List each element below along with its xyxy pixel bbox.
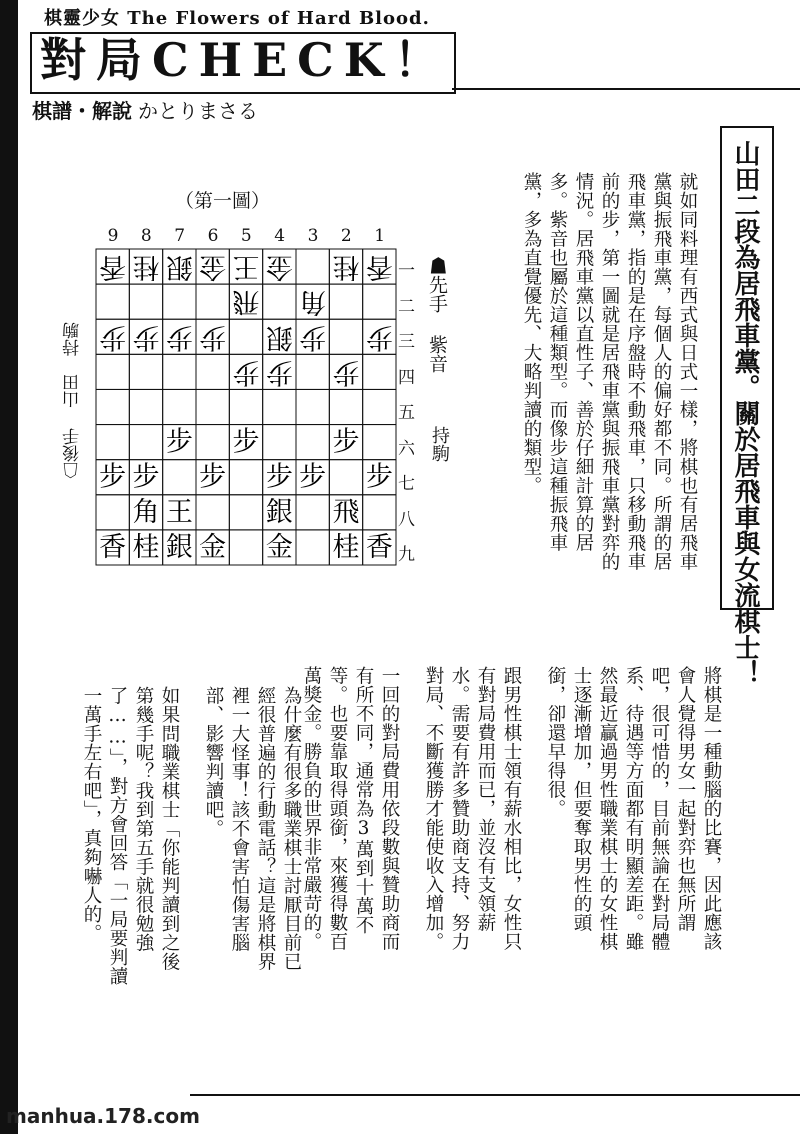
gote-piece: 步 (365, 321, 393, 353)
board-square (229, 319, 262, 354)
sente-piece: 步 (132, 461, 160, 493)
row-number: 六 (398, 438, 415, 459)
board-square (163, 354, 196, 389)
row-number: 五 (398, 403, 415, 423)
gote-piece: 桂 (132, 251, 160, 283)
board-square (363, 354, 396, 389)
row-number: 七 (398, 474, 415, 494)
sente-piece: 飛 (332, 496, 360, 528)
board-square (263, 425, 296, 460)
figure-label: （第一圖） (175, 190, 271, 212)
board-square (229, 530, 262, 565)
column-number: 9 (107, 226, 119, 246)
sente-piece: 王 (165, 496, 193, 528)
paragraph: 如果問職業棋士「你能判讀到之後第幾手呢？我到第五手就很勉強了……」，對方會回答「一局要判讀一萬手左右吧」，真夠嚇人的。 (81, 686, 180, 986)
row-number: 一 (398, 261, 415, 281)
board-square (363, 425, 396, 460)
board-square (363, 389, 396, 424)
paragraph: 將棋是一種動腦的比賽，因此應該會人覺得男女一起對弈也無所謂吧，很可惜的，目前無論在對局體系、待遇等方面都有明顯差距。雖然最近贏過男性職業棋士的女性棋士逐漸增加，但要奪取男性的頭銜，卻還早得很。 (545, 666, 722, 951)
sente-piece: 角 (132, 496, 160, 528)
board-square (263, 389, 296, 424)
board-square (129, 354, 162, 389)
board-square (96, 284, 129, 319)
column-number: 6 (207, 226, 219, 246)
board-square (296, 495, 329, 530)
sente-piece: 步 (165, 426, 193, 458)
gote-piece: 角 (299, 286, 327, 318)
board-square (96, 495, 129, 530)
gote-piece: 步 (99, 321, 127, 353)
column-number: 3 (307, 226, 319, 246)
sidebar-title: 山田二段為居飛車黨。關於居飛車與女流棋士！ (730, 140, 760, 686)
shogi-board (95, 248, 397, 566)
page-title: 對局CHECK！ (40, 33, 450, 87)
paragraph: 就如同料理有西式與日式一樣，將棋也有居飛車黨與振飛車黨，每個人的偏好都不同。所謂的居飛車黨，指的是在序盤時不動飛車，只移動飛車前的步，第一圖就是居飛車黨與振飛車黨對弈的情況。居飛車黨以直性子、善於仔細計算的居多。紫音也屬於這種類型。而像步這種振飛車黨，多為直覺優先、大略判讀的類型。 (521, 172, 698, 571)
sente-piece: 金 (265, 531, 293, 563)
gote-piece: 步 (232, 356, 260, 388)
board-square (196, 425, 229, 460)
board-square (296, 249, 329, 284)
white-marker-icon: ☖ (63, 462, 83, 479)
board-square (329, 389, 362, 424)
sente-piece: 步 (265, 461, 293, 493)
gote-piece: 王 (232, 251, 260, 283)
gote-piece: 金 (265, 251, 293, 283)
sente-piece: 步 (332, 426, 360, 458)
white-player: 後手 山田 (63, 374, 83, 462)
board-square (196, 354, 229, 389)
board-square (296, 389, 329, 424)
board-square (296, 354, 329, 389)
gote-piece: 步 (132, 321, 160, 353)
board-square (329, 284, 362, 319)
board-square (229, 389, 262, 424)
gote-piece: 桂 (332, 251, 360, 283)
gote-piece: 銀 (265, 321, 293, 353)
black-hand: 持駒 (429, 426, 450, 462)
board-square (96, 389, 129, 424)
column-number: 8 (140, 226, 152, 246)
board-square (329, 460, 362, 495)
page-edge-bar (0, 0, 18, 1134)
gote-piece: 步 (199, 321, 227, 353)
board-square (96, 425, 129, 460)
sente-piece: 桂 (132, 531, 160, 563)
board-square (363, 495, 396, 530)
paragraph: 一回的對局費用依段數與贊助商而有所不同，通常為3萬到十萬不等。也要靠取得頭銜，來獲得數百萬獎金。勝負的世界非常嚴苛的。 (301, 666, 400, 951)
board-square (263, 284, 296, 319)
board-square (163, 460, 196, 495)
sente-piece: 步 (99, 461, 127, 493)
paragraph: 跟男性棋士領有薪水相比，女性只有對局費用而已，並沒有支領薪水。需要有許多贊助商支持、努力對局、不斷獲勝才能使收入增加。 (423, 666, 522, 951)
subtitle-author: かとりまさる (138, 99, 258, 123)
board-square (296, 530, 329, 565)
column-number: 2 (340, 226, 352, 246)
subtitle (32, 95, 258, 124)
row-number: 八 (398, 509, 415, 530)
board-square (196, 284, 229, 319)
series-title: 棋靈少女 The Flowers of Hard Blood. (44, 8, 430, 29)
board-square (363, 284, 396, 319)
footer-rule (190, 1094, 800, 1096)
row-number: 二 (398, 296, 415, 317)
board-square (96, 354, 129, 389)
white-player-info (62, 322, 84, 479)
sente-piece: 香 (99, 531, 127, 563)
gote-piece: 香 (99, 251, 127, 283)
sente-piece: 香 (365, 531, 393, 563)
board-square (229, 495, 262, 530)
board-square (129, 389, 162, 424)
gote-piece: 銀 (165, 251, 193, 283)
column-number: 7 (174, 226, 186, 246)
column-number: 4 (274, 226, 286, 246)
board-square (129, 425, 162, 460)
gote-piece: 金 (199, 251, 227, 283)
gote-piece: 步 (165, 321, 193, 353)
board-square (196, 389, 229, 424)
row-number: 四 (398, 367, 415, 388)
sente-piece: 桂 (332, 531, 360, 563)
board-square (129, 284, 162, 319)
board-square (196, 495, 229, 530)
row-numbers (398, 254, 415, 574)
sente-piece: 步 (199, 461, 227, 493)
header-rule (452, 88, 800, 90)
sente-piece: 金 (199, 531, 227, 563)
board-square (163, 284, 196, 319)
watermark: manhua.178.com (6, 1104, 200, 1128)
column-number: 5 (240, 226, 252, 246)
gote-piece: 步 (265, 356, 293, 388)
sente-piece: 銀 (165, 531, 193, 563)
column-number: 1 (374, 226, 386, 246)
black-player: 先手 紫音 (426, 275, 448, 373)
row-number: 三 (398, 332, 415, 352)
gote-piece: 步 (299, 321, 327, 353)
board-square (163, 389, 196, 424)
board-square (229, 460, 262, 495)
sente-piece: 步 (365, 461, 393, 493)
white-hand: 持駒 (63, 322, 83, 356)
row-number: 九 (398, 545, 415, 565)
gote-piece: 香 (365, 251, 393, 283)
black-player-info (426, 256, 448, 373)
subtitle-label: 棋譜・解說 (32, 99, 132, 123)
sente-piece: 步 (299, 461, 327, 493)
sente-piece: 步 (232, 426, 260, 458)
board-square (329, 319, 362, 354)
black-marker-icon: ☗ (426, 256, 448, 275)
sente-piece: 銀 (265, 496, 293, 528)
gote-piece: 飛 (232, 286, 260, 318)
paragraph: 為什麼有很多職業棋士討厭目前已經很普遍的行動電話？這是將棋界裡一大怪事！該不會害怕傷害腦部、影響判讀吧。 (203, 686, 302, 971)
board-square (296, 425, 329, 460)
gote-piece: 步 (332, 356, 360, 388)
